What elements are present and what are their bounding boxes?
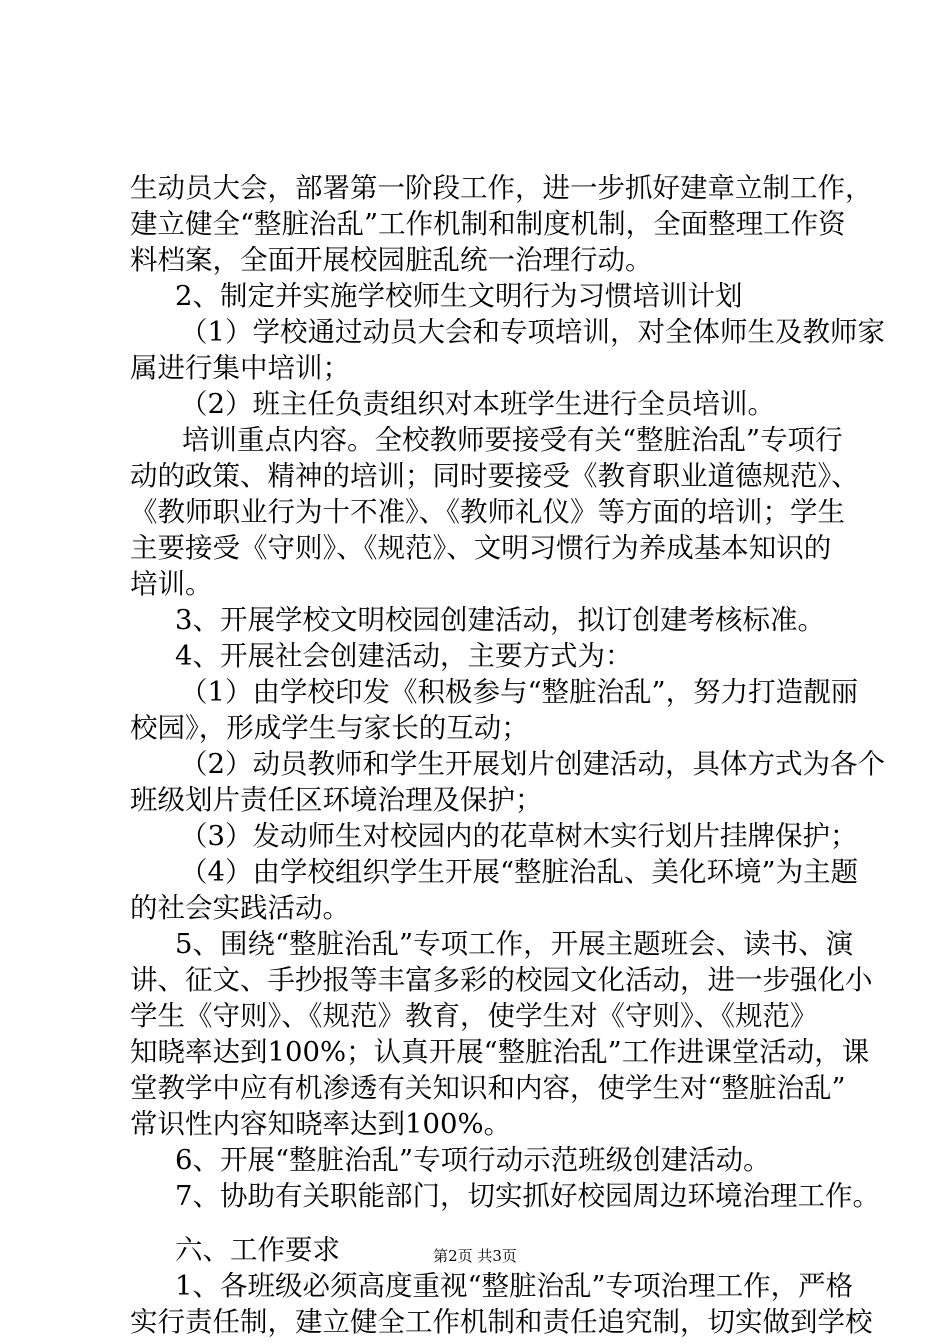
- page-number-footer: 第2页 共3页: [433, 1247, 517, 1265]
- text-line: 的社会实践活动。: [130, 892, 350, 924]
- text-line: 主要接受《守则》、《规范》、文明习惯行为养成基本知识的: [130, 532, 832, 564]
- text-line: 7、协助有关职能部门，切实抓好校园周边环境治理工作。: [175, 1180, 880, 1212]
- text-line: 讲、征文、手抄报等丰富多彩的校园文化活动，进一步强化小: [130, 964, 873, 996]
- text-line: 4、开展社会创建活动，主要方式为：: [175, 640, 633, 672]
- text-line: 建立健全“整脏治乱”工作机制和制度机制，全面整理工作资: [130, 208, 846, 240]
- text-line: 《教师职业行为十不准》、《教师礼仪》等方面的培训；学生: [130, 496, 845, 528]
- text-line: 常识性内容知晓率达到100%。: [130, 1108, 512, 1140]
- text-line: 堂教学中应有机渗透有关知识和内容，使学生对“整脏治乱”: [130, 1072, 846, 1104]
- text-line: 生动员大会，部署第一阶段工作，进一步抓好建章立制工作，: [130, 172, 873, 204]
- text-line: 6、开展“整脏治乱”专项行动示范班级创建活动。: [175, 1144, 771, 1176]
- text-line: 培训重点内容。全校教师要接受有关“整脏治乱”专项行: [182, 424, 843, 456]
- text-line: （2）班主任负责组织对本班学生进行全员培训。: [180, 388, 775, 420]
- text-line: 2、制定并实施学校师生文明行为习惯培训计划: [175, 280, 743, 312]
- text-line: （1）学校通过动员大会和专项培训，对全体师生及教师家: [180, 316, 885, 348]
- text-line: （3）发动师生对校园内的花草树木实行划片挂牌保护；: [180, 820, 858, 852]
- text-line: 属进行集中培训；: [130, 352, 350, 384]
- text-line: （2）动员教师和学生开展划片创建活动，具体方式为各个: [180, 748, 885, 780]
- text-line: 知晓率达到100%；认真开展“整脏治乱”工作进课堂活动，课: [130, 1036, 870, 1068]
- text-line: 校园》，形成学生与家长的互动；: [130, 712, 529, 744]
- text-line: 5、围绕“整脏治乱”专项工作，开展主题班会、读书、演: [175, 928, 854, 960]
- text-line: 3、开展学校文明校园创建活动，拟订创建考核标准。: [175, 604, 825, 636]
- text-line: （4）由学校组织学生开展“整脏治乱、美化环境”为主题: [180, 856, 859, 888]
- text-line: 1、各班级必须高度重视“整脏治乱”专项治理工作，严格: [175, 1270, 854, 1302]
- text-line: 班级划片责任区环境治理及保护；: [130, 784, 543, 816]
- text-line: 动的政策、精神的培训；同时要接受《教育职业道德规范》、: [130, 460, 859, 492]
- text-line: 学生《守则》、《规范》教育，使学生对《守则》、《规范》: [130, 1000, 818, 1032]
- text-line: 料档案，全面开展校园脏乱统一治理行动。: [130, 244, 653, 276]
- section-heading: 六、工作要求: [175, 1234, 340, 1266]
- text-line: （1）由学校印发《积极参与“整脏治乱”，努力打造靓丽: [180, 676, 859, 708]
- text-line: 实行责任制，建立健全工作机制和责任追究制，切实做到学校: [130, 1306, 873, 1338]
- text-line: 培训。: [130, 568, 213, 600]
